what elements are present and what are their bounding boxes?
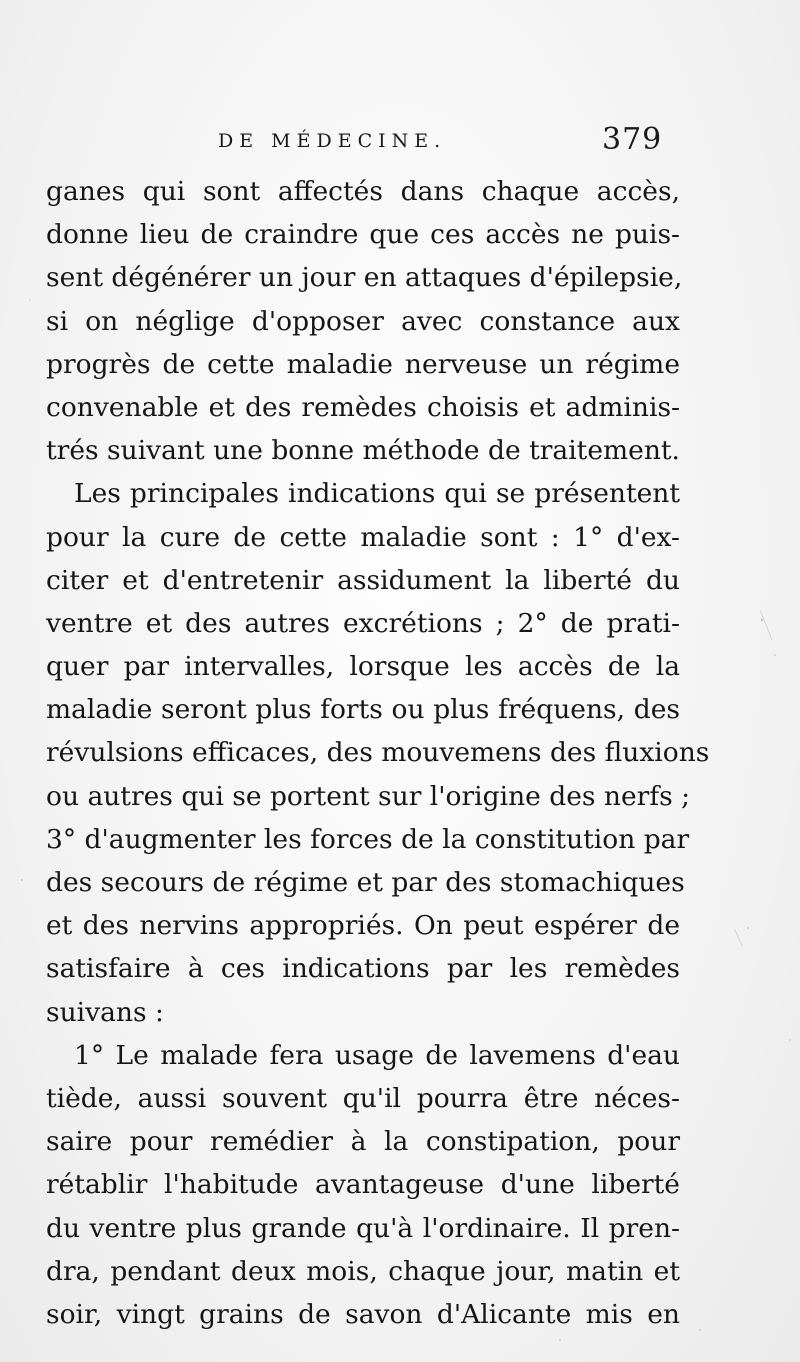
text-line: citer et d'entretenir assidument la liberté du [46,564,680,596]
text-line: rétablir l'habitude avantageuse d'une liberté [46,1169,680,1201]
text-line: pour la cure de cette maladie sont : 1° d'ex- [46,521,680,553]
text-line: progrès de cette maladie nerveuse un régime [46,348,680,380]
text-line: ou autres qui se portent sur l'origine des nerfs ; [46,780,691,812]
text-line: trés suivant une bonne méthode de traitement. [46,435,680,467]
text-line: ganes qui sont affectés dans chaque accès, [46,176,680,207]
text-line: révulsions efficaces, des mouvemens des fluxions [46,737,710,769]
paragraph-start-line: Les principales indications qui se présentent [74,478,680,510]
text-line: 3° d'augmenter les forces de la constitution par [46,823,690,855]
text-line: et des nervins appropriés. On peut espérer de [46,910,680,942]
page-number: 379 [602,122,663,157]
text-line: quer par intervalles, lorsque les accès de la [46,651,680,683]
text-line: satisfaire à ces indications par les remèdes [46,953,680,985]
text-line: ventre et des autres excrétions ; 2° de prati- [46,607,680,639]
text-line: du ventre plus grande qu'à l'ordinaire. Il pren- [46,1212,680,1244]
text-line: donne lieu de craindre que ces accès ne puis- [46,219,680,251]
running-title: DE MÉDECINE. [218,130,447,152]
paragraph-start-line: 1° Le malade fera usage de lavemens d'eau [74,1039,680,1071]
text-line: si on néglige d'opposer avec constance aux [46,305,680,337]
body-text [46,170,710,1336]
text-line: suivans : [46,996,164,1028]
text-line: maladie seront plus forts ou plus fréquens, des [46,694,680,726]
text-line: des secours de régime et par des stomachiques [46,867,685,898]
text-line: soir, vingt grains de savon d'Alicante mis en [46,1298,680,1330]
page-header [0,122,800,164]
text-line: sent dégénérer un jour en attaques d'épilepsie, [46,262,683,294]
text-line: dra, pendant deux mois, chaque jour, matin et [46,1255,680,1287]
text-line: tiède, aussi souvent qu'il pourra être néces- [46,1082,680,1114]
text-line: saire pour remédier à la constipation, pour [46,1126,680,1158]
text-line: convenable et des remèdes choisis et adminis- [46,391,680,423]
